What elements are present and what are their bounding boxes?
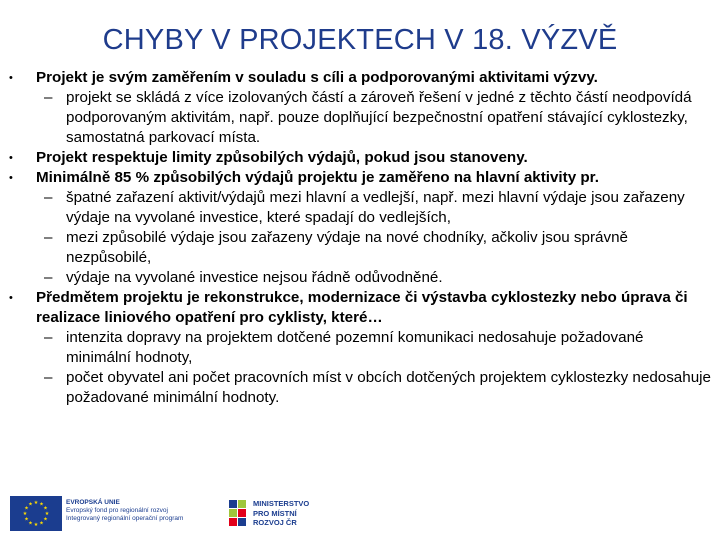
svg-text:★: ★: [43, 516, 48, 523]
sub-list-item: [44, 368, 712, 408]
sub-list-item-text: projekt se skládá z více izolovaných částí a zároveň řešení v jedné z těchto částí neodpovídá podporovaným aktivitám, např. pouze doplňující bezpečnostní opatření stávající cyklostezky, samostatná parkovací místa.: [66, 89, 692, 146]
bullet-icon: •: [9, 72, 13, 84]
eu-line-3: Integrovaný regionální operační program: [66, 515, 184, 522]
svg-text:★: ★: [22, 511, 28, 517]
sub-list-item-text: mezi způsobilé výdaje jsou zařazeny výdaje na nové chodníky, ačkoliv jsou správně nezpůsobilé,: [66, 229, 628, 266]
content-list: [0, 68, 720, 408]
eu-caption: [66, 499, 226, 523]
svg-text:★: ★: [39, 520, 44, 527]
sub-list-item: [44, 268, 712, 288]
dash-icon: –: [44, 269, 53, 286]
list-item: [9, 168, 708, 188]
list-item-text: Minimálně 85 % způsobilých výdajů projektu je zaměřeno na hlavní aktivity pr.: [36, 169, 599, 186]
title-part-2: PROJEKTECH V 18. VÝZVĚ: [239, 24, 618, 56]
mmr-logo-icon: [228, 498, 248, 528]
mmr-line-3: ROZVOJ ČR: [253, 518, 297, 527]
mmr-caption: [253, 499, 373, 528]
svg-text:★: ★: [39, 501, 44, 508]
bullet-icon: •: [9, 152, 13, 164]
sub-list-item: [44, 328, 712, 368]
svg-text:★: ★: [43, 505, 48, 512]
eu-line-2: Evropský fond pro regionální rozvoj: [66, 507, 168, 514]
eu-flag-stars: [10, 496, 62, 531]
bullet-icon: •: [9, 292, 13, 304]
list-item: [9, 68, 708, 88]
list-item-text: Projekt respektuje limity způsobilých výdajů, pokud jsou stanoveny.: [36, 149, 528, 166]
dash-icon: –: [44, 229, 53, 246]
bullet-icon: •: [9, 172, 13, 184]
dash-icon: –: [44, 329, 53, 346]
dash-icon: –: [44, 369, 53, 386]
sub-list-item-text: počet obyvatel ani počet pracovních míst v obcích dotčených projektem cyklostezky nedosahuje požadované minimální hodnoty.: [66, 369, 711, 406]
sub-list-item-text: špatné zařazení aktivit/výdajů mezi hlavní a vedlejší, např. mezi hlavní výdaje jsou zařazeny výdaje na vyvolané investice, které spadají do vedlejších,: [66, 189, 685, 226]
svg-text:★: ★: [44, 511, 50, 517]
mmr-line-2: PRO MÍSTNÍ: [253, 508, 297, 518]
svg-text:★: ★: [28, 520, 33, 527]
eu-line-1: EVROPSKÁ UNIE: [66, 499, 120, 506]
sub-list-item: [44, 188, 712, 228]
list-item-text: Předmětem projektu je rekonstrukce, modernizace či výstavba cyklostezky nebo úprava či realizace liniového opatření pro cyklisty, které…: [36, 289, 688, 326]
sub-list-item: [44, 88, 712, 148]
list-item: [9, 148, 708, 168]
sub-list-item: [44, 228, 712, 268]
svg-text:★: ★: [33, 500, 39, 506]
list-item-text: Projekt je svým zaměřením v souladu s cíli a podporovanými aktivitami výzvy.: [36, 69, 598, 86]
mmr-line-1: MINISTERSTVO: [253, 499, 310, 508]
dash-icon: –: [44, 89, 53, 106]
title-part-1: CHYBY V: [102, 24, 240, 56]
sub-list-item-text: výdaje na vyvolané investice nejsou řádně odůvodněné.: [66, 269, 443, 286]
svg-text:★: ★: [24, 516, 29, 523]
slide-title: [0, 24, 720, 57]
svg-text:★: ★: [28, 501, 33, 508]
dash-icon: –: [44, 189, 53, 206]
svg-text:★: ★: [33, 522, 39, 528]
svg-text:★: ★: [24, 505, 29, 512]
sub-list-item-text: intenzita dopravy na projektem dotčené pozemní komunikaci nedosahuje požadované minimální hodnoty,: [66, 329, 644, 366]
footer-logos: [0, 490, 720, 538]
eu-flag-icon: [10, 496, 62, 531]
list-item: [9, 288, 708, 328]
